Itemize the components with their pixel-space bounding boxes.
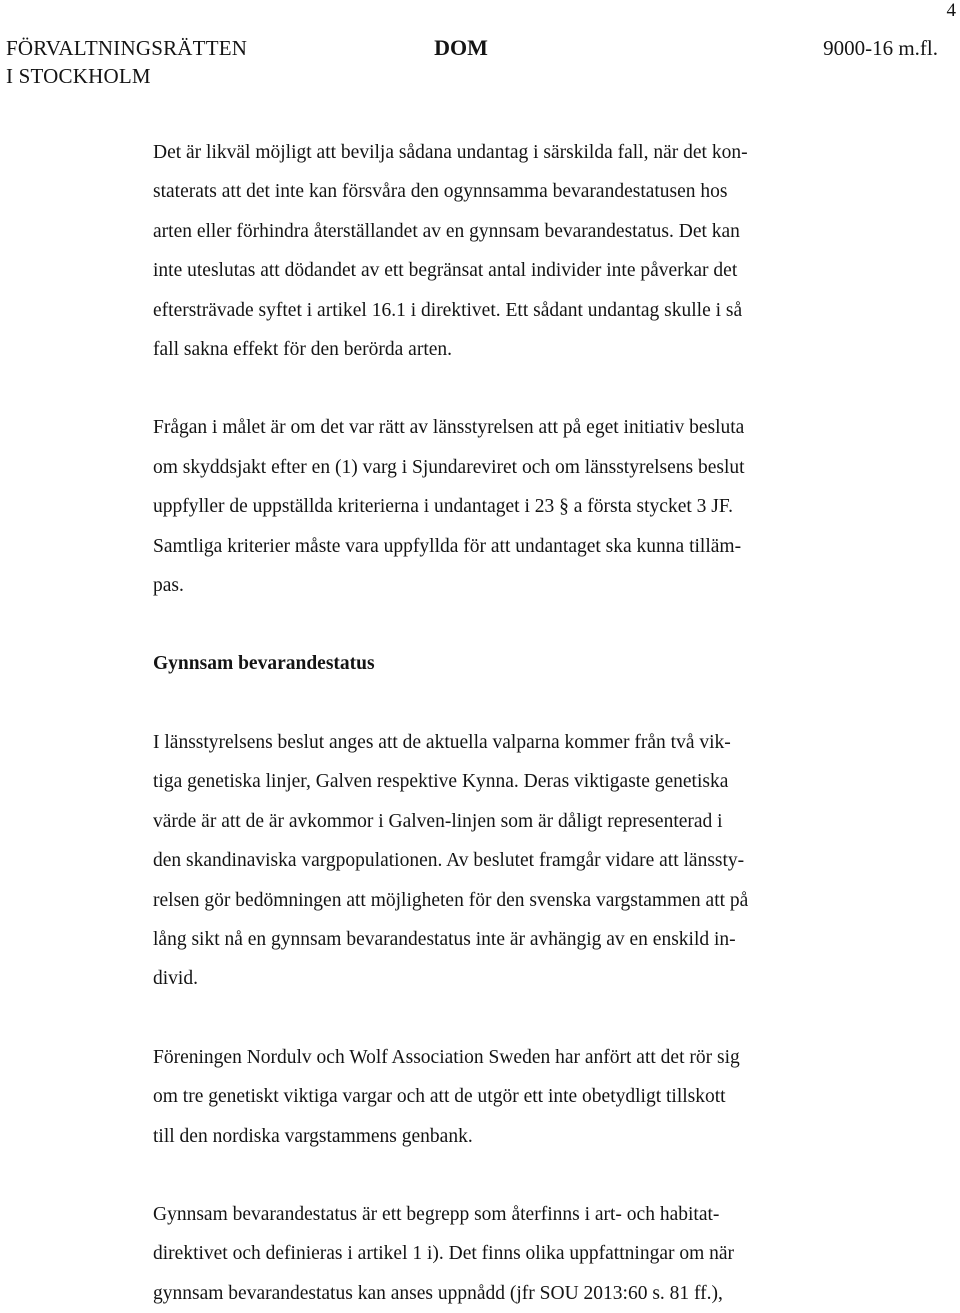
court-name-line1: FÖRVALTNINGSRÄTTEN (6, 36, 248, 60)
document-type-container (0, 34, 960, 62)
paragraph: I länsstyrelsens beslut anges att de aktuella valparna kommer från två vik- tiga genetiska linjer, Galven respektive Kynna. Deras viktigaste genetiska värde är att de är avkommor i Galven-linjen som är dåligt representerad i den skandinaviska vargpopulationen. Av beslutet framgår vidare att länssty- relsen gör bedömningen att möjligheten för den svenska vargstammen att på lång sikt nå en gynnsam bevarandestatus inte är avhängig av en enskild in- divid. (153, 731, 749, 990)
case-number: 9000-16 m.fl. (823, 36, 938, 60)
paragraph: Frågan i målet är om det var rätt av länsstyrelsen att på eget initiativ besluta om skyddsjakt efter en (1) varg i Sjundareviret och om länsstyrelsens beslut uppfyller de uppställda kriterierna i undantaget i 23 § a första stycket 3 JF. Samtliga kriterier måste vara uppfyllda för att undantaget ska kunna tilläm- pas. (153, 417, 745, 597)
document-body (153, 133, 865, 1313)
section-heading: Gynnsam bevarandestatus (153, 653, 375, 675)
document-type: DOM (434, 35, 488, 60)
paragraph: Det är likväl möjligt att bevilja sådana undantag i särskilda fall, när det kon- staterats att det inte kan försvåra den ogynnsamma bevarandestatusen hos arten eller förhindra återställandet av en gynnsam bevarandestatus. Det kan inte uteslutas att dödandet av ett begränsat antal individer inte påverkar det eftersträvade syftet i artikel 16.1 i direktivet. Ett sådant undantag skulle i så fall sakna effekt för den berörda arten. (153, 142, 748, 361)
page-number: 4 (946, 0, 956, 21)
paragraph: Gynnsam bevarandestatus är ett begrepp som återfinns i art- och habitat- direktivet och definieras i artikel 1 i). Det finns olika uppfattningar om när gynnsam bevarandestatus kan anses uppnådd (jfr SOU 2013:60 s. 81 ff.), (153, 1203, 735, 1304)
court-name-line2: I STOCKHOLM (6, 64, 151, 88)
paragraph: Föreningen Nordulv och Wolf Association Sweden har anfört att det rör sig om tre genetiskt viktiga vargar och att de utgör ett inte obetydligt tillskott till den nordiska vargstammens genbank. (153, 1046, 740, 1147)
